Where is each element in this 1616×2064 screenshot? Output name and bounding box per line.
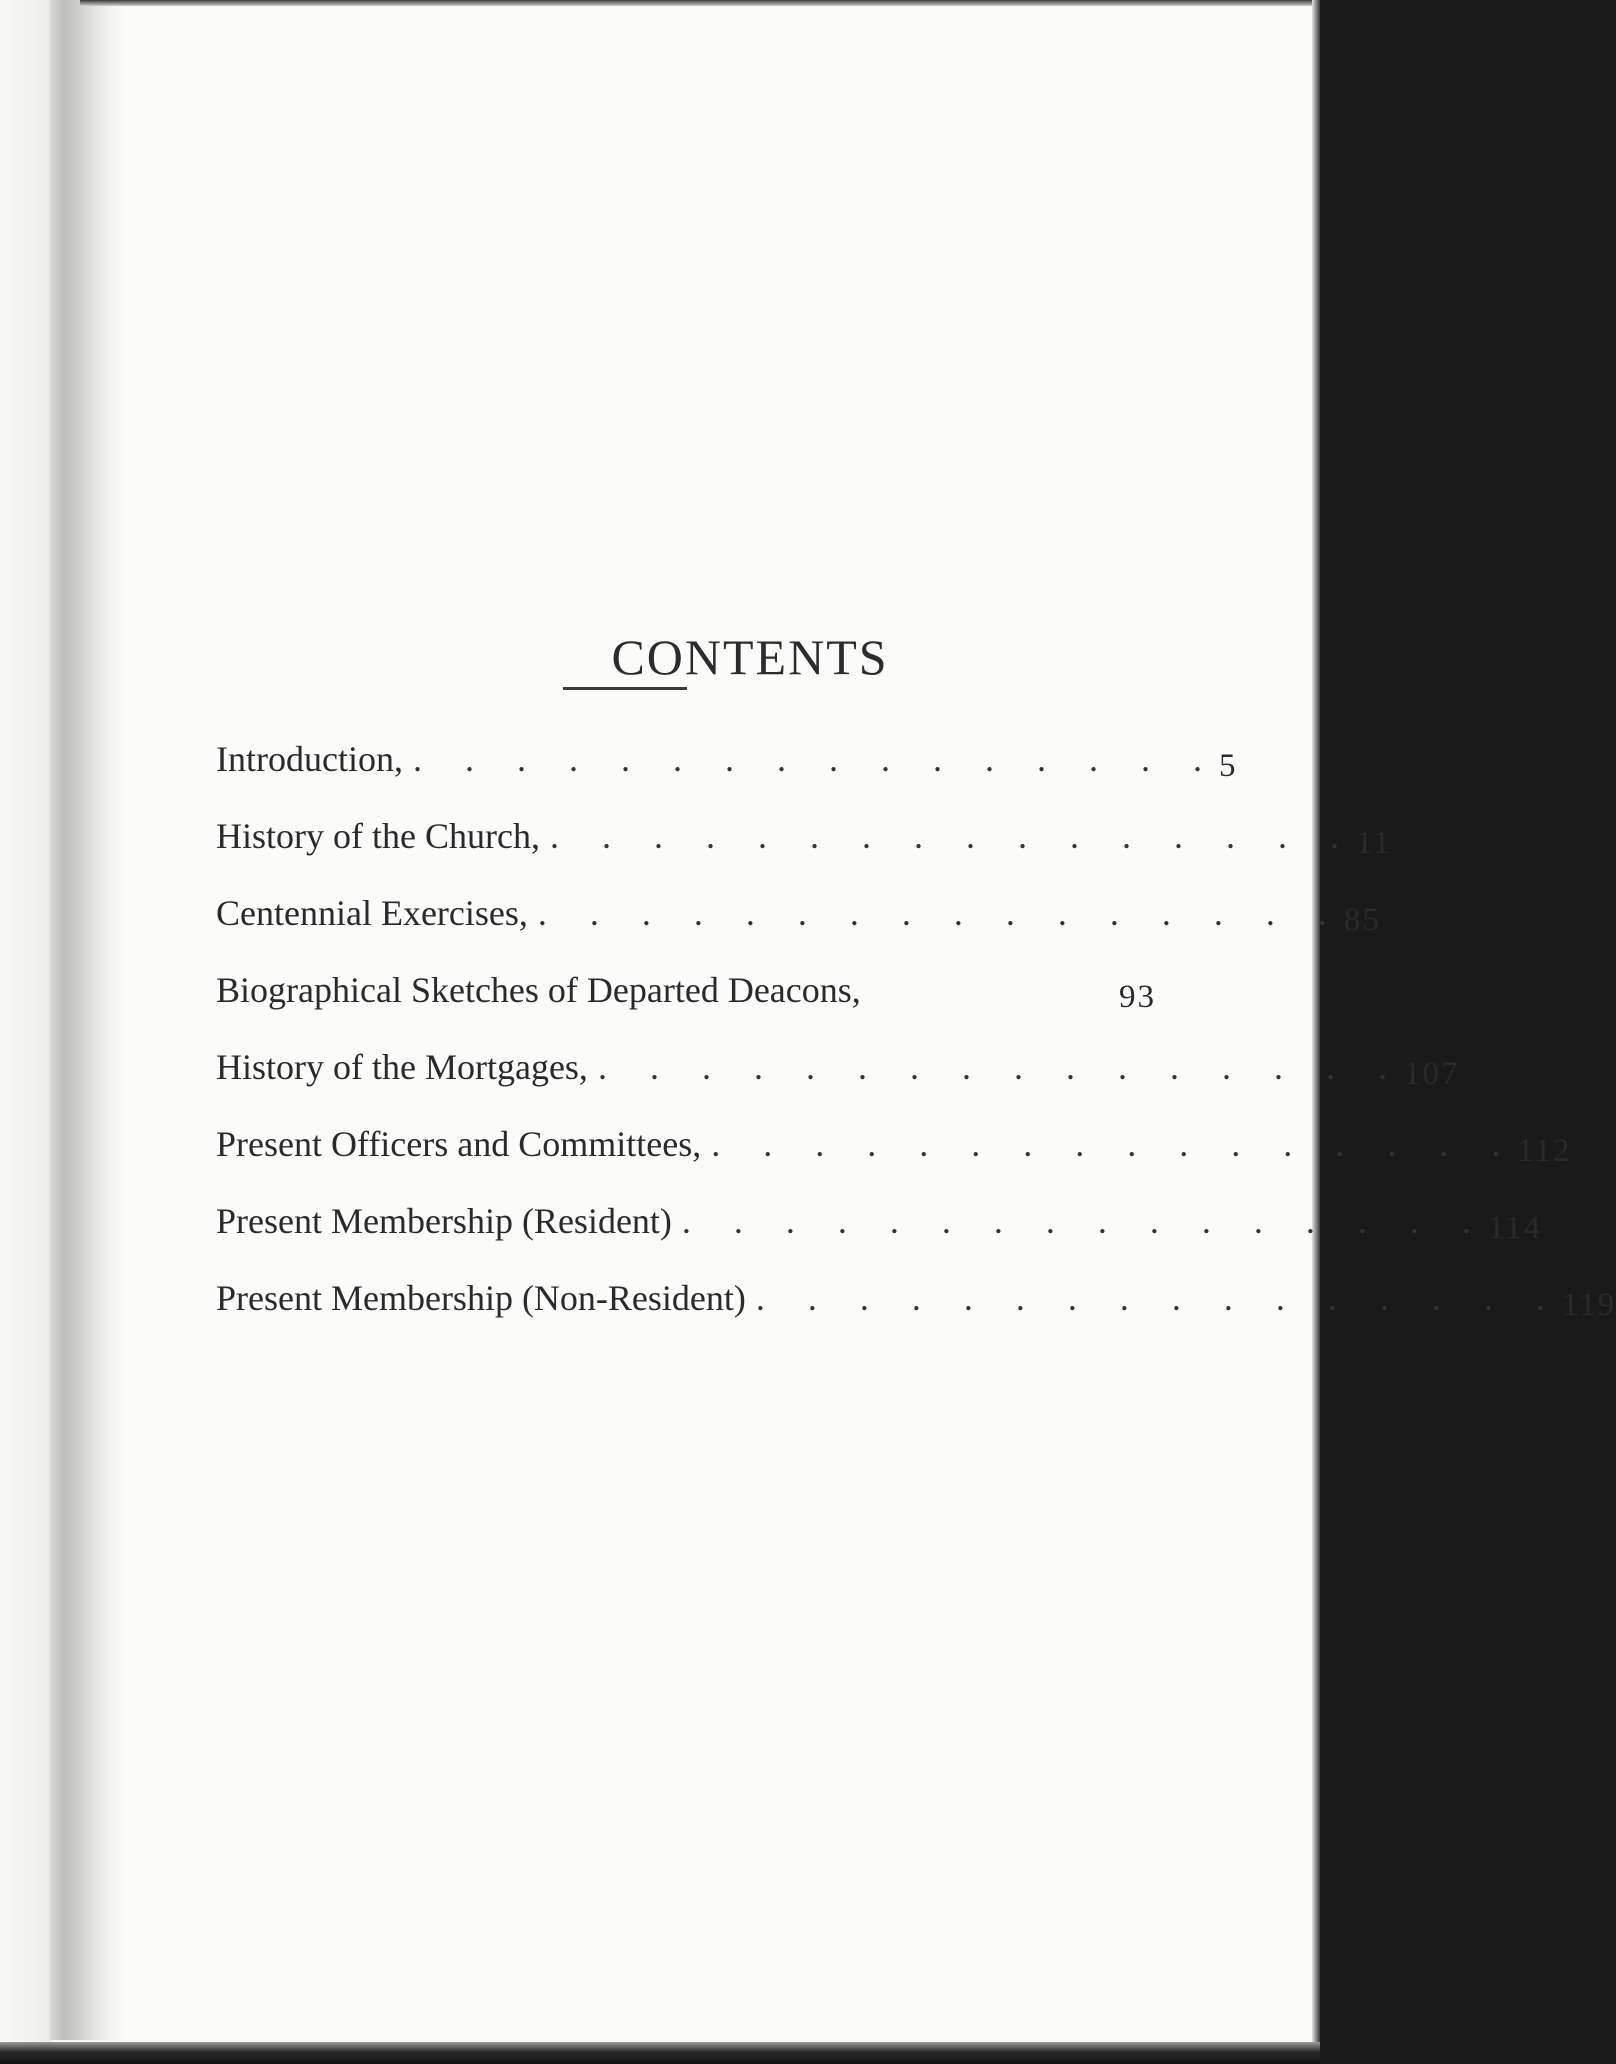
toc-entry-label: Introduction,: [216, 739, 403, 779]
toc-entry-label: Biographical Sketches of Departed Deacons,: [216, 970, 861, 1010]
toc-entry: [216, 1198, 1543, 1275]
page-title: CONTENTS: [611, 628, 889, 685]
toc-entry-label: Present Membership (Resident): [216, 1201, 672, 1241]
toc-entry: [216, 736, 1238, 813]
toc-entry: [216, 1044, 1460, 1121]
binding-gutter-shadow: [50, 0, 126, 2040]
toc-page-number: 5: [1218, 748, 1238, 784]
toc-page-number: 93: [1119, 979, 1156, 1015]
toc-entry-label: Centennial Exercises,: [216, 893, 528, 933]
toc-dot-leader: . . . . . . . . . . . . . . . .: [537, 893, 1344, 933]
toc-entry: [216, 1275, 1616, 1352]
toc-page-number: 112: [1517, 1133, 1572, 1169]
toc-dot-leader: . . . . . . . . . . . . . . . .: [755, 1278, 1562, 1318]
toc-entry: [216, 813, 1392, 890]
toc-page-number: 107: [1403, 1056, 1460, 1092]
toc-entry: [216, 1121, 1572, 1198]
toc-page-number: 119: [1561, 1287, 1616, 1323]
toc-dot-leader: . . . . . . . . . . . . . . . .: [412, 739, 1219, 779]
toc-entry: [216, 967, 1156, 1044]
toc-dot-leader: . . . . . . . . . . . . . . . .: [711, 1124, 1518, 1164]
toc-dot-leader: [861, 967, 1070, 969]
toc-entry-label: History of the Mortgages,: [216, 1047, 588, 1087]
toc-page-number: 11: [1355, 825, 1392, 861]
toc-entry-label: History of the Church,: [216, 816, 540, 856]
toc-entry: [216, 890, 1381, 967]
toc-dot-leader: . . . . . . . . . . . . . . . .: [597, 1047, 1404, 1087]
book-page: [126, 6, 1616, 2042]
toc-dot-leader: . . . . . . . . . . . . . . . .: [681, 1201, 1488, 1241]
toc-page-number: 114: [1487, 1210, 1543, 1246]
bottom-scan-edge: [0, 2042, 1320, 2064]
toc-entry-label: Present Officers and Committees,: [216, 1124, 702, 1164]
toc-dot-leader: . . . . . . . . . . . . . . . .: [549, 816, 1356, 856]
toc-entry-label: Present Membership (Non-Resident): [216, 1278, 746, 1318]
right-scan-edge: [1312, 0, 1320, 2064]
title-divider-rule: [563, 687, 687, 690]
toc-page-number: 85: [1343, 902, 1381, 938]
table-of-contents: [216, 736, 1616, 1352]
left-page-edge: [0, 0, 52, 2064]
